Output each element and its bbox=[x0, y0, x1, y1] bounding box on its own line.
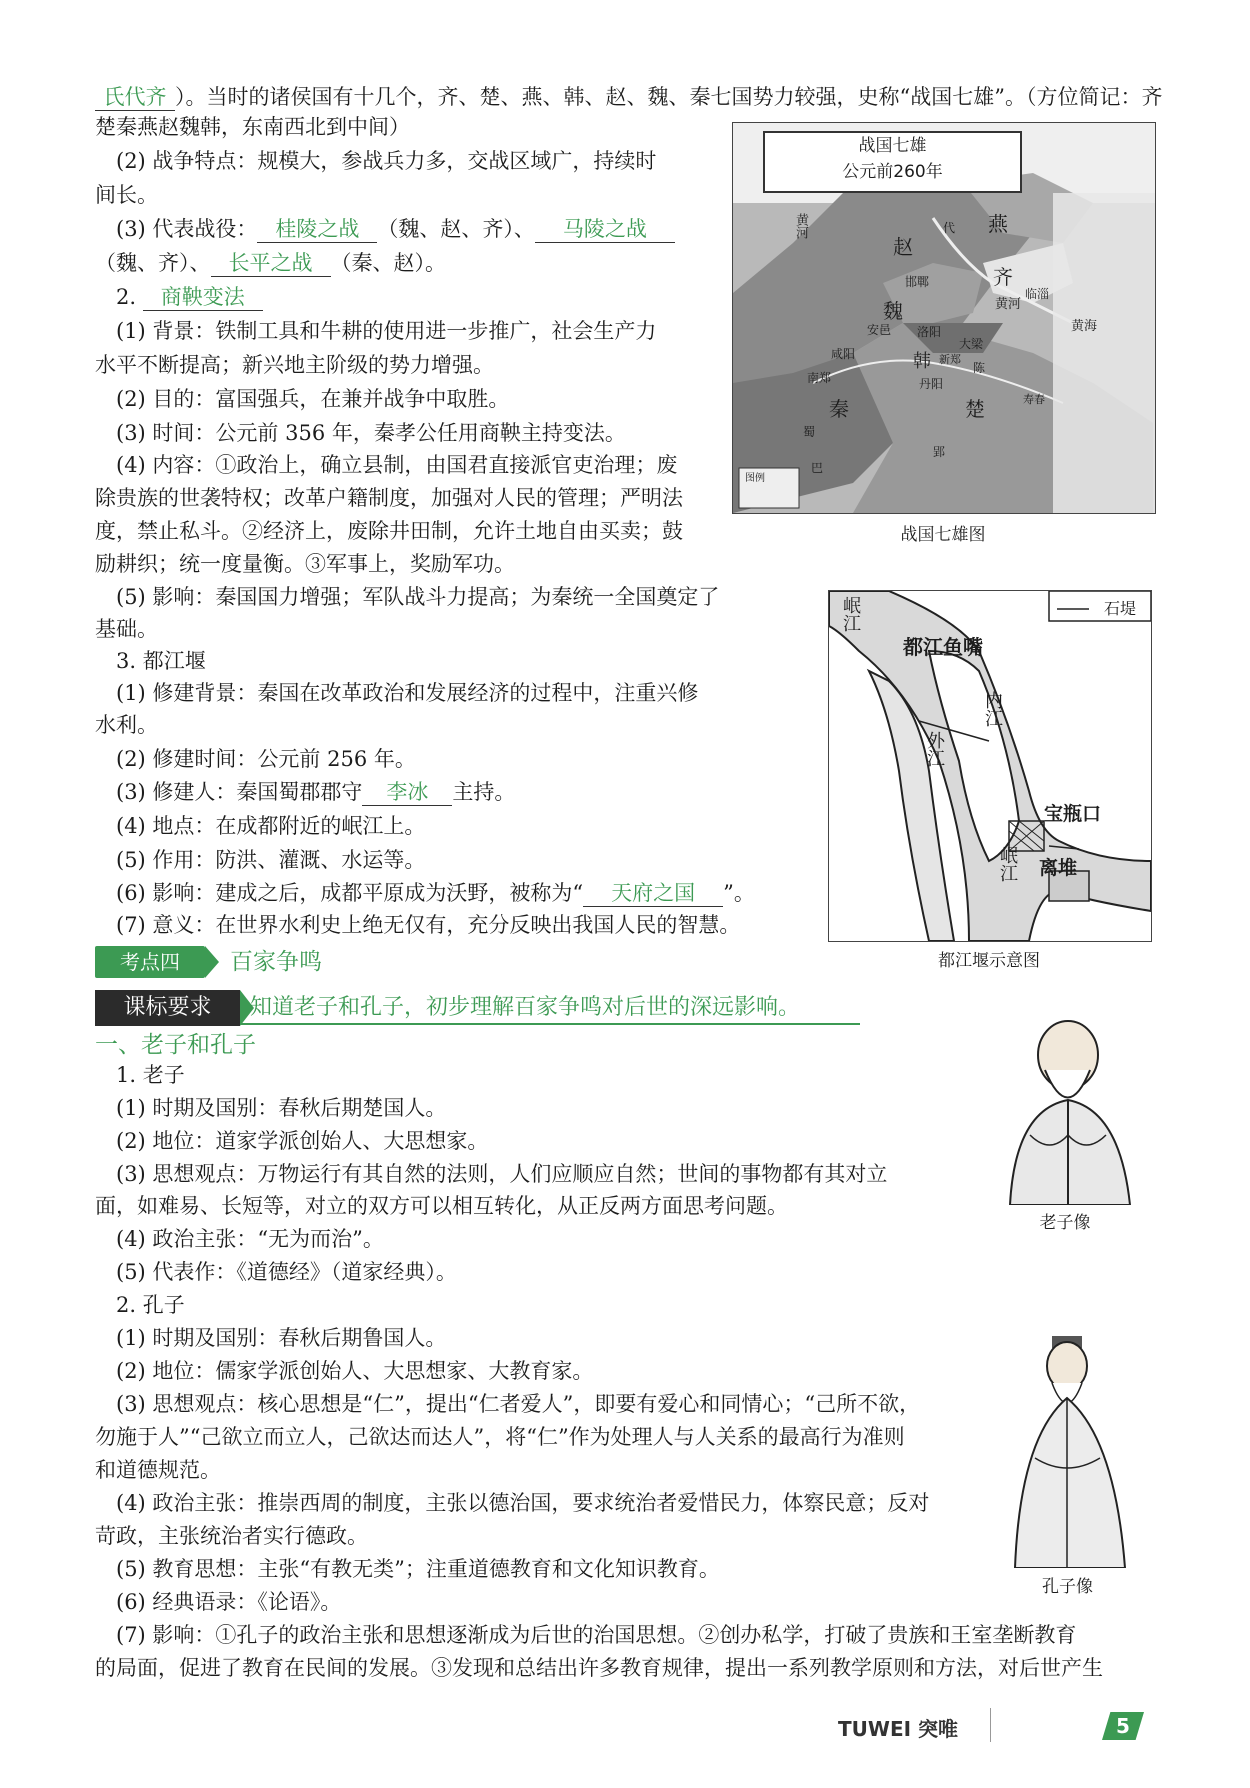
map-label: 黄海 bbox=[1071, 319, 1098, 334]
battles-line-2: （魏、齐）、 长平之战 （秦、赵）。 bbox=[95, 251, 446, 275]
kebiao-text: 知道老子和孔子，初步理解百家争鸣对后世的深远影响。 bbox=[250, 995, 801, 1020]
text-line: (1) 修建背景：秦国在改革政治和发展经济的过程中，注重兴修 bbox=[95, 681, 699, 705]
text-line: 度，禁止私斗。②经济上，废除井田制，允许土地自由买卖；鼓 bbox=[95, 519, 683, 543]
map-legend: 图例 bbox=[745, 473, 765, 484]
text-line: 基础。 bbox=[95, 617, 158, 641]
map-label: 赵 bbox=[893, 235, 913, 259]
kongzi-illustration bbox=[1000, 1328, 1135, 1568]
map-label: 安邑 bbox=[867, 323, 892, 337]
text-line: 苛政，主张统治者实行德政。 bbox=[95, 1524, 368, 1548]
text-line: (4) 内容：①政治上，确立县制，由国君直接派官吏治理；废 bbox=[95, 453, 678, 477]
text-line: (2) 目的：富国强兵，在兼并战争中取胜。 bbox=[95, 387, 510, 411]
text-line: 楚秦燕赵魏韩，东南西北到中间） bbox=[95, 115, 410, 139]
map-label: 寿春 bbox=[1023, 393, 1045, 406]
footer-divider bbox=[990, 1708, 991, 1742]
map-label: 大梁 bbox=[959, 337, 984, 351]
warring-states-map bbox=[732, 122, 1156, 514]
map2-label: 岷江 bbox=[997, 846, 1018, 882]
text-line: 的局面，促进了教育在民间的发展。③发现和总结出许多教育规律，提出一系列教学原则和方法，对后世产生 bbox=[95, 1656, 1103, 1680]
map-label: 陈 bbox=[973, 361, 986, 375]
dujiangyan-map bbox=[828, 590, 1152, 942]
kebiao-label: 课标要求 bbox=[95, 990, 240, 1026]
map-label: 郢 bbox=[933, 445, 946, 459]
text-line: 和道德规范。 bbox=[95, 1458, 221, 1482]
map-label: 巴 bbox=[811, 461, 824, 475]
text-line: 1. 老子 bbox=[95, 1063, 185, 1087]
map-title-box: 战国七雄 公元前260年 bbox=[763, 131, 1022, 193]
text-line: (5) 影响：秦国国力增强；军队战斗力提高；为秦统一全国奠定了 bbox=[95, 585, 720, 609]
map2-label-yuzui: 都江鱼嘴 bbox=[903, 635, 983, 659]
map2-label: 外江 bbox=[924, 731, 945, 767]
text-line: (2) 地位：儒家学派创始人、大思想家、大教育家。 bbox=[95, 1359, 594, 1383]
text-line: 氏代齐 ）。当时的诸侯国有十几个，齐、楚、燕、韩、赵、魏、秦七国势力较强，史称“战国七雄”。（方位简记：齐 bbox=[95, 82, 1162, 112]
map-label: 咸阳 bbox=[831, 347, 856, 361]
map-label: 楚 bbox=[965, 397, 985, 421]
map2-label-baopingkou: 宝瓶口 bbox=[1044, 803, 1102, 825]
text-line: (4) 地点：在成都附近的岷江上。 bbox=[95, 814, 426, 838]
builder-line: (3) 修建人：秦国蜀郡郡守 李冰 主持。 bbox=[95, 780, 516, 804]
laozi-portrait bbox=[990, 1015, 1140, 1205]
text-line: (4) 政治主张：推崇西周的制度，主张以德治国，要求统治者爱惜民力，体察民意；反对 bbox=[95, 1491, 930, 1515]
text-line: (1) 时期及国别：春秋后期鲁国人。 bbox=[95, 1326, 447, 1350]
map2-label-lidui: 离堆 bbox=[1039, 857, 1078, 879]
map2-caption: 都江堰示意图 bbox=[938, 951, 1040, 971]
text-line: (5) 作用：防洪、灌溉、水运等。 bbox=[95, 848, 426, 872]
map-label: 邯鄲 bbox=[905, 275, 930, 289]
text-line: (2) 修建时间：公元前 256 年。 bbox=[95, 747, 416, 771]
text-line: (2) 战争特点：规模大，参战兵力多，交战区域广，持续时 bbox=[95, 149, 657, 173]
answer-blank: 桂陵之战 bbox=[257, 216, 377, 243]
map-label: 代 bbox=[943, 221, 956, 235]
map2-label: 内江 bbox=[982, 691, 1003, 727]
answer-blank: 马陵之战 bbox=[535, 216, 675, 243]
map-label: 黄河 bbox=[793, 213, 808, 239]
text-line: 3. 都江堰 bbox=[95, 649, 206, 673]
map-label: 洛阳 bbox=[917, 325, 942, 339]
answer-blank: 长平之战 bbox=[211, 250, 331, 277]
text-line: (3) 时间：公元前 356 年，秦孝公任用商鞅主持变法。 bbox=[95, 421, 626, 445]
reform-heading: 2. 商鞅变法 bbox=[95, 282, 263, 312]
laozi-caption: 老子像 bbox=[1039, 1213, 1091, 1233]
text-line: 间长。 bbox=[95, 183, 158, 207]
kaodian-title: 百家争鸣 bbox=[230, 949, 322, 975]
page-number: 5 bbox=[1116, 1714, 1130, 1738]
text-line: 水利。 bbox=[95, 713, 158, 737]
divider bbox=[240, 1023, 860, 1025]
text-line: (5) 代表作：《道德经》（道家经典）。 bbox=[95, 1260, 457, 1284]
section-heading: 一、老子和孔子 bbox=[95, 1032, 256, 1058]
kaodian-badge: 考点四 bbox=[95, 946, 205, 978]
map2-label: 岷江 bbox=[840, 596, 861, 632]
text-line: 2. 孔子 bbox=[95, 1293, 185, 1317]
battles-line-1: (3) 代表战役： 桂陵之战 （魏、赵、齐）、 马陵之战 bbox=[95, 214, 675, 244]
text-line: 面，如难易、长短等，对立的双方可以相互转化，从正反两方面思考问题。 bbox=[95, 1194, 788, 1218]
text-line: (3) 思想观点：万物运行有其自然的法则，人们应顺应自然；世间的事物都有其对立 bbox=[95, 1162, 888, 1186]
text-line: (1) 时期及国别：春秋后期楚国人。 bbox=[95, 1096, 447, 1120]
map-label: 黄河 bbox=[995, 297, 1022, 312]
text-line: (7) 影响：①孔子的政治主张和思想逐渐成为后世的治国思想。②创办私学，打破了贵族和王室垄断教育 bbox=[95, 1623, 1077, 1647]
answer-blank: 天府之国 bbox=[583, 880, 723, 907]
answer-blank: 氏代齐 bbox=[95, 84, 175, 111]
map-label: 丹阳 bbox=[919, 377, 944, 391]
answer-blank: 李冰 bbox=[362, 779, 452, 806]
map-label: 魏 bbox=[883, 299, 903, 323]
text-line: (5) 教育思想：主张“有教无类”；注重道德教育和文化知识教育。 bbox=[95, 1557, 720, 1581]
text-line: (7) 意义：在世界水利史上绝无仅有，充分反映出我国人民的智慧。 bbox=[95, 913, 741, 937]
map-label: 韩 bbox=[913, 351, 931, 372]
text-line: (1) 背景：铁制工具和牛耕的使用进一步推广，社会生产力 bbox=[95, 319, 657, 343]
text-line: 励耕织；统一度量衡。③军事上，奖励军功。 bbox=[95, 552, 515, 576]
legend-text: 石堤 bbox=[1104, 599, 1137, 618]
map-label: 蜀 bbox=[803, 425, 816, 439]
text-line: 水平不断提高；新兴地主阶级的势力增强。 bbox=[95, 353, 494, 377]
text-line: (2) 地位：道家学派创始人、大思想家。 bbox=[95, 1129, 489, 1153]
map-label: 燕 bbox=[988, 212, 1008, 236]
map-label: 齐 bbox=[993, 265, 1013, 289]
answer-blank: 商鞅变法 bbox=[143, 284, 263, 311]
text-line: (6) 经典语录：《论语》。 bbox=[95, 1590, 342, 1614]
map-label: 临淄 bbox=[1025, 287, 1050, 301]
text-line: (4) 政治主张：“无为而治”。 bbox=[95, 1227, 384, 1251]
text-line: (3) 思想观点：核心思想是“仁”，提出“仁者爱人”，即要有爱心和同情心；“己所不欲， bbox=[95, 1392, 921, 1416]
dujiangyan-graphic bbox=[829, 591, 1151, 941]
text-line: 除贵族的世袭特权；改革户籍制度，加强对人民的管理；严明法 bbox=[95, 486, 683, 510]
text-line: 勿施于人”“己欲立而立人，己欲达而达人”，将“仁”作为处理人与人关系的最高行为准则 bbox=[95, 1425, 905, 1449]
map-label: 新郑 bbox=[939, 353, 961, 366]
footer-brand: TUWEI 突唯 bbox=[838, 1717, 959, 1741]
impact-line: (6) 影响：建成之后，成都平原成为沃野，被称为“ 天府之国 ”。 bbox=[95, 881, 755, 905]
laozi-illustration bbox=[990, 1015, 1140, 1205]
map-caption: 战国七雄图 bbox=[900, 525, 986, 545]
map-label: 南郑 bbox=[807, 371, 832, 385]
kongzi-portrait bbox=[1000, 1328, 1135, 1568]
map-label: 秦 bbox=[829, 397, 849, 421]
kongzi-caption: 孔子像 bbox=[1042, 1577, 1093, 1597]
